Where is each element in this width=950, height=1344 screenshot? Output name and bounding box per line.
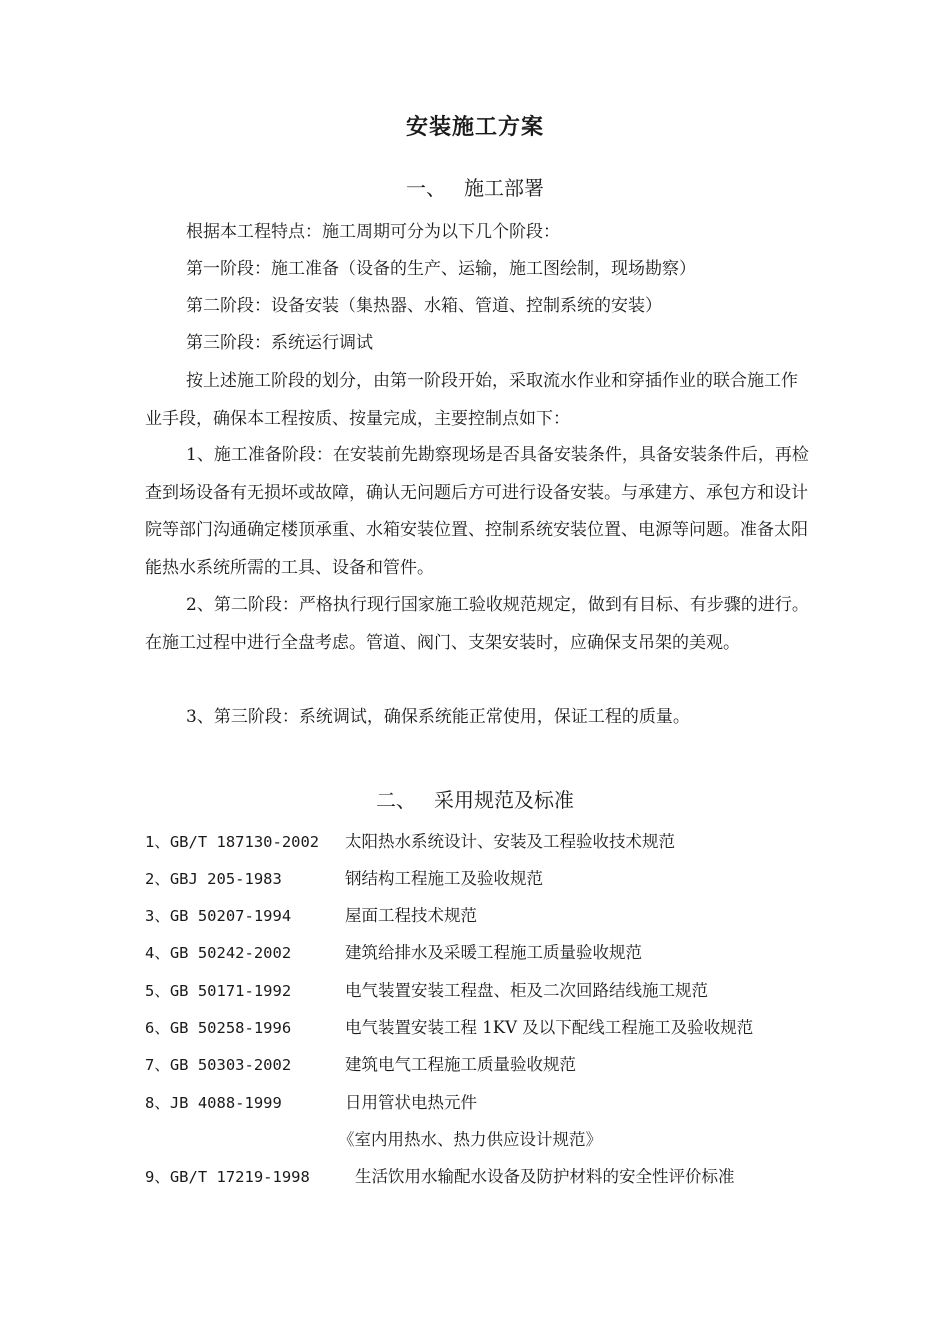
standard-name: 建筑给排水及采暖工程施工质量验收规范 [345, 943, 642, 962]
intro-text: 根据本工程特点：施工周期可分为以下几个阶段： [186, 222, 560, 242]
standard-name: 电气装置安装工程盘、柜及二次回路结线施工规范 [345, 981, 708, 1000]
section-heading-standards [0, 784, 950, 813]
section-number: 二、 [376, 788, 416, 812]
standard-name: 日用管状电热元件 [345, 1093, 477, 1112]
section-number: 一、 [406, 176, 446, 200]
document-title: 安装施工方案 [405, 114, 544, 140]
stage-2-text: 第二阶段：设备安装（集热器、水箱、管道、控制系统的安装） [186, 296, 662, 316]
standard-name: 建筑电气工程施工质量验收规范 [345, 1055, 576, 1074]
stage-1-text: 第一阶段：施工准备（设备的生产、运输，施工图绘制，现场勘察） [186, 259, 696, 279]
standard-name: 太阳热水系统设计、安装及工程验收技术规范 [345, 832, 675, 851]
standard-row [145, 860, 543, 899]
standard-name: 电气装置安装工程 1KV 及以下配线工程施工及验收规范 [345, 1018, 754, 1037]
standard-code: 1、GB/T 187130-2002 [145, 833, 320, 851]
control-point-1-paragraph: 1、施工准备阶段：在安装前先勘察现场是否具备安装条件，具备安装条件后，再检查到场设备有无损坏或故障，确认无问题后方可进行设备安装。与承建方、承包方和设计院等部门沟通确定楼顶承重、水箱安装位置、控制系统安装位置、电源等问题。准备太阳能热水系统所需的工具、设备和管件。 [145, 445, 809, 578]
standard-row [145, 897, 477, 936]
standard-code: 6、GB 50258-1996 [145, 1019, 292, 1037]
standard-code: 5、GB 50171-1992 [145, 982, 292, 1000]
standard-row [145, 1084, 477, 1123]
standard-name: 《室内用热水、热力供应设计规范》 [338, 1130, 602, 1149]
standard-row [145, 823, 675, 862]
standard-code: 9、GB/T 17219-1998 [145, 1168, 310, 1186]
section-title: 采用规范及标准 [434, 788, 574, 812]
standard-code: 7、GB 50303-2002 [145, 1056, 292, 1074]
standard-code: 8、JB 4088-1999 [145, 1094, 282, 1112]
standard-row [145, 1046, 576, 1085]
stage-3-text: 第三阶段：系统运行调试 [186, 333, 373, 353]
standard-row [145, 1009, 754, 1048]
section-heading-deployment [0, 172, 950, 201]
section-title: 施工部署 [464, 176, 544, 200]
standard-row [145, 972, 708, 1011]
control-point-3-paragraph: 3、第三阶段：系统调试，确保系统能正常使用，保证工程的质量。 [186, 707, 690, 727]
standard-code: 2、GBJ 205-1983 [145, 870, 282, 888]
control-point-2-paragraph: 2、第二阶段：严格执行现行国家施工验收规范规定，做到有目标、有步骤的进行。在施工过程中进行全盘考虑。管道、阀门、支架安装时，应确保支吊架的美观。 [145, 595, 809, 653]
standard-code: 3、GB 50207-1994 [145, 907, 292, 925]
standard-name: 钢结构工程施工及验收规范 [345, 869, 543, 888]
standard-name: 屋面工程技术规范 [345, 906, 477, 925]
standard-row [145, 934, 642, 973]
standard-row [145, 1158, 735, 1197]
overview-paragraph: 按上述施工阶段的划分，由第一阶段开始，采取流水作业和穿插作业的联合施工作业手段，确保本工程按质、按量完成，主要控制点如下： [145, 371, 798, 429]
standard-name: 生活饮用水输配水设备及防护材料的安全性评价标准 [355, 1167, 735, 1186]
standard-code: 4、GB 50242-2002 [145, 944, 292, 962]
